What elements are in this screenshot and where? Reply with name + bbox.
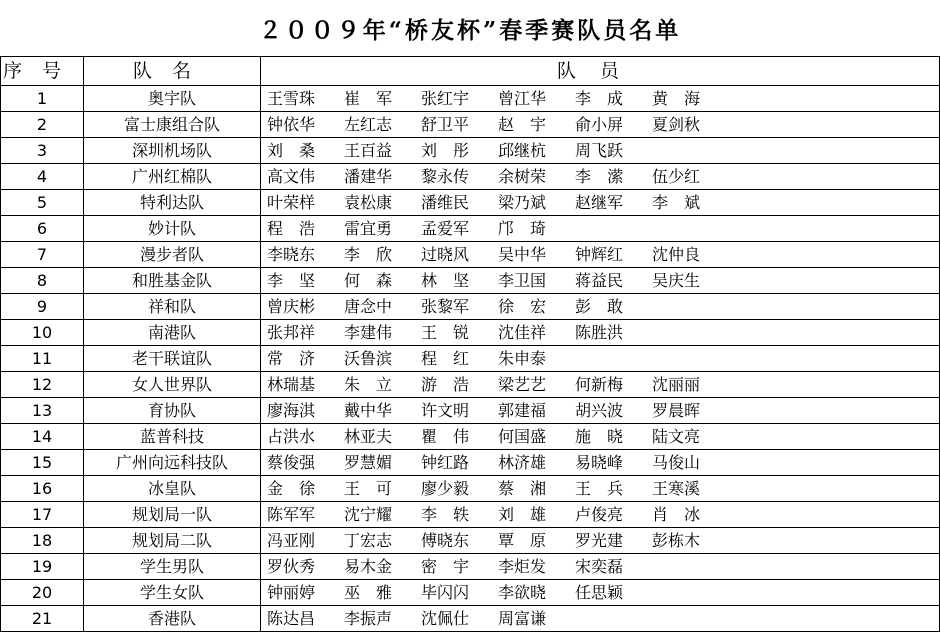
member-name: 叶荣样 <box>267 193 316 212</box>
member-name: 曾庆彬 <box>267 297 316 316</box>
member-name: 戴中华 <box>344 401 393 420</box>
member-name: 沈仲良 <box>652 245 701 264</box>
row-number[interactable]: 3 <box>1 138 84 164</box>
member-name: 游 浩 <box>421 375 470 394</box>
members-list <box>261 476 939 501</box>
members-cell[interactable] <box>261 216 940 242</box>
member-name: 潘建华 <box>344 167 393 186</box>
table-row <box>1 346 940 372</box>
member-name: 陈达昌 <box>267 609 316 628</box>
members-cell[interactable] <box>261 372 940 398</box>
row-number[interactable]: 10 <box>1 320 84 346</box>
member-name: 林亚夫 <box>344 427 393 446</box>
member-name: 黄 海 <box>652 89 701 108</box>
member-name: 李 欣 <box>344 245 393 264</box>
row-number[interactable]: 4 <box>1 164 84 190</box>
member-name: 金 徐 <box>267 479 316 498</box>
row-number[interactable]: 8 <box>1 268 84 294</box>
member-name: 邝 琦 <box>498 219 547 238</box>
table-row <box>1 450 940 476</box>
table-row <box>1 190 940 216</box>
members-list <box>261 268 939 293</box>
member-name: 陆文亮 <box>652 427 701 446</box>
team-name-cell[interactable]: 祥和队 <box>84 294 261 320</box>
member-name: 钟辉红 <box>575 245 624 264</box>
table-row <box>1 372 940 398</box>
member-name: 彭栋木 <box>652 531 701 550</box>
members-list <box>261 580 939 605</box>
member-name: 周飞跃 <box>575 141 624 160</box>
team-name-cell[interactable]: 育协队 <box>84 398 261 424</box>
member-name: 李 潆 <box>575 167 624 186</box>
member-name: 徐 宏 <box>498 297 547 316</box>
member-name: 蔡俊强 <box>267 453 316 472</box>
row-number[interactable]: 7 <box>1 242 84 268</box>
member-name: 王雪珠 <box>267 89 316 108</box>
member-name: 常 济 <box>267 349 316 368</box>
table-row <box>1 138 940 164</box>
member-name: 丁宏志 <box>344 531 393 550</box>
team-name-cell[interactable]: 规划局一队 <box>84 502 261 528</box>
members-cell[interactable] <box>261 554 940 580</box>
team-name-cell[interactable]: 蓝普科技 <box>84 424 261 450</box>
member-name: 李炬发 <box>498 557 547 576</box>
member-name: 左红志 <box>344 115 393 134</box>
member-name: 王寒溪 <box>652 479 701 498</box>
member-name: 傅晓东 <box>421 531 470 550</box>
members-list <box>261 320 939 345</box>
table-row <box>1 476 940 502</box>
header-members: 队员 <box>261 57 940 86</box>
members-list <box>261 424 939 449</box>
member-name: 瞿 伟 <box>421 427 470 446</box>
member-name: 何新梅 <box>575 375 624 394</box>
member-name: 梁乃斌 <box>498 193 547 212</box>
table-row <box>1 112 940 138</box>
team-name-cell[interactable]: 香港队 <box>84 606 261 632</box>
members-list <box>261 190 939 215</box>
member-name: 邱继杭 <box>498 141 547 160</box>
members-list <box>261 554 939 579</box>
member-name: 冯亚刚 <box>267 531 316 550</box>
team-name-cell[interactable]: 深圳机场队 <box>84 138 261 164</box>
member-name: 过晓风 <box>421 245 470 264</box>
members-list <box>261 606 939 631</box>
members-list <box>261 346 939 371</box>
team-name-cell[interactable]: 广州向远科技队 <box>84 450 261 476</box>
members-list <box>261 502 939 527</box>
row-number[interactable]: 15 <box>1 450 84 476</box>
member-name: 余树荣 <box>498 167 547 186</box>
table-row <box>1 502 940 528</box>
member-name: 卢俊亮 <box>575 505 624 524</box>
team-name-cell[interactable]: 规划局二队 <box>84 528 261 554</box>
member-name: 钟依华 <box>267 115 316 134</box>
member-name: 张黎军 <box>421 297 470 316</box>
member-name: 俞小屏 <box>575 115 624 134</box>
member-name: 朱 立 <box>344 375 393 394</box>
member-name: 宋奕磊 <box>575 557 624 576</box>
team-name-cell[interactable]: 妙计队 <box>84 216 261 242</box>
member-name: 巫 雅 <box>344 583 393 602</box>
table-row <box>1 554 940 580</box>
member-name: 许文明 <box>421 401 470 420</box>
member-name: 王 可 <box>344 479 393 498</box>
members-list <box>261 216 939 241</box>
member-name: 钟丽婷 <box>267 583 316 602</box>
member-name: 赵 宇 <box>498 115 547 134</box>
members-list <box>261 294 939 319</box>
member-name: 张红宇 <box>421 89 470 108</box>
team-name-cell[interactable]: 学生男队 <box>84 554 261 580</box>
team-name-cell[interactable]: 冰皇队 <box>84 476 261 502</box>
member-name: 吴庆生 <box>652 271 701 290</box>
members-list <box>261 164 939 189</box>
row-number[interactable]: 18 <box>1 528 84 554</box>
member-name: 何国盛 <box>498 427 547 446</box>
members-cell[interactable] <box>261 112 940 138</box>
member-name: 林 坚 <box>421 271 470 290</box>
row-number[interactable]: 19 <box>1 554 84 580</box>
table-row <box>1 606 940 632</box>
member-name: 袁松康 <box>344 193 393 212</box>
member-name: 周富谦 <box>498 609 547 628</box>
member-name: 李 轶 <box>421 505 470 524</box>
table-row <box>1 216 940 242</box>
member-name: 李振声 <box>344 609 393 628</box>
table-row <box>1 398 940 424</box>
member-name: 廖海淇 <box>267 401 316 420</box>
team-name-cell[interactable]: 富士康组合队 <box>84 112 261 138</box>
member-name: 吴中华 <box>498 245 547 264</box>
member-name: 李欲晓 <box>498 583 547 602</box>
member-name: 王百益 <box>344 141 393 160</box>
member-name: 易木金 <box>344 557 393 576</box>
member-name: 王 兵 <box>575 479 624 498</box>
member-name: 程 浩 <box>267 219 316 238</box>
row-number[interactable]: 14 <box>1 424 84 450</box>
row-number[interactable]: 11 <box>1 346 84 372</box>
table-row <box>1 86 940 112</box>
member-name: 舒卫平 <box>421 115 470 134</box>
member-name: 刘 彤 <box>421 141 470 160</box>
member-name: 罗晨晖 <box>652 401 701 420</box>
member-name: 罗伙秀 <box>267 557 316 576</box>
row-number[interactable]: 13 <box>1 398 84 424</box>
team-name-cell[interactable]: 广州红棉队 <box>84 164 261 190</box>
row-number[interactable]: 12 <box>1 372 84 398</box>
team-name-cell[interactable]: 学生女队 <box>84 580 261 606</box>
member-name: 李晓东 <box>267 245 316 264</box>
member-name: 李 斌 <box>652 193 701 212</box>
member-name: 沈宁耀 <box>344 505 393 524</box>
member-name: 廖少毅 <box>421 479 470 498</box>
member-name: 李建伟 <box>344 323 393 342</box>
member-name: 沈佳祥 <box>498 323 547 342</box>
row-number[interactable]: 17 <box>1 502 84 528</box>
member-name: 彭 敢 <box>575 297 624 316</box>
member-name: 伍少红 <box>652 167 701 186</box>
table-row <box>1 528 940 554</box>
team-name-cell[interactable]: 南港队 <box>84 320 261 346</box>
row-number[interactable]: 6 <box>1 216 84 242</box>
members-cell[interactable] <box>261 450 940 476</box>
members-cell[interactable] <box>261 346 940 372</box>
row-number[interactable]: 1 <box>1 86 84 112</box>
members-cell[interactable] <box>261 268 940 294</box>
members-cell[interactable] <box>261 606 940 632</box>
member-name: 蒋益民 <box>575 271 624 290</box>
member-name: 潘维民 <box>421 193 470 212</box>
member-name: 罗慧媚 <box>344 453 393 472</box>
header-team-name: 队名 <box>84 57 261 86</box>
team-name-cell[interactable]: 女人世界队 <box>84 372 261 398</box>
member-name: 高文伟 <box>267 167 316 186</box>
members-cell[interactable] <box>261 528 940 554</box>
member-name: 沃鲁滨 <box>344 349 393 368</box>
team-name-cell[interactable]: 奥宇队 <box>84 86 261 112</box>
members-list <box>261 112 939 137</box>
table-row <box>1 268 940 294</box>
table-row <box>1 320 940 346</box>
member-name: 陈胜洪 <box>575 323 624 342</box>
member-name: 罗光建 <box>575 531 624 550</box>
member-name: 易晓峰 <box>575 453 624 472</box>
members-cell[interactable] <box>261 164 940 190</box>
document-title: ２００９年“桥友杯”春季赛队员名单 <box>258 16 682 44</box>
member-name: 梁艺艺 <box>498 375 547 394</box>
members-list <box>261 86 939 111</box>
member-name: 王 锐 <box>421 323 470 342</box>
member-name: 张邦祥 <box>267 323 316 342</box>
members-cell[interactable] <box>261 138 940 164</box>
members-list <box>261 372 939 397</box>
member-name: 李 成 <box>575 89 624 108</box>
member-name: 刘 桑 <box>267 141 316 160</box>
members-list <box>261 528 939 553</box>
members-cell[interactable] <box>261 424 940 450</box>
member-name: 崔 军 <box>344 89 393 108</box>
member-name: 朱申泰 <box>498 349 547 368</box>
row-number[interactable]: 16 <box>1 476 84 502</box>
members-cell[interactable] <box>261 580 940 606</box>
member-name: 雷宜勇 <box>344 219 393 238</box>
table-row <box>1 164 940 190</box>
member-name: 林瑞基 <box>267 375 316 394</box>
header-row <box>1 57 940 86</box>
header-number: 序号 <box>1 57 84 86</box>
roster-table <box>0 56 940 632</box>
member-name: 曾江华 <box>498 89 547 108</box>
member-name: 密 宇 <box>421 557 470 576</box>
member-name: 刘 雄 <box>498 505 547 524</box>
members-list <box>261 242 939 267</box>
member-name: 程 红 <box>421 349 470 368</box>
table-row <box>1 424 940 450</box>
member-name: 唐念中 <box>344 297 393 316</box>
team-name-cell[interactable]: 和胜基金队 <box>84 268 261 294</box>
members-cell[interactable] <box>261 320 940 346</box>
members-cell[interactable] <box>261 502 940 528</box>
table-row <box>1 294 940 320</box>
member-name: 林济雄 <box>498 453 547 472</box>
member-name: 黎永传 <box>421 167 470 186</box>
members-cell[interactable] <box>261 294 940 320</box>
member-name: 施 晓 <box>575 427 624 446</box>
member-name: 钟红路 <box>421 453 470 472</box>
member-name: 马俊山 <box>652 453 701 472</box>
members-list <box>261 450 939 475</box>
member-name: 李 坚 <box>267 271 316 290</box>
members-cell[interactable] <box>261 242 940 268</box>
member-name: 沈佩仕 <box>421 609 470 628</box>
member-name: 任思颖 <box>575 583 624 602</box>
table-row <box>1 580 940 606</box>
member-name: 何 森 <box>344 271 393 290</box>
members-cell[interactable] <box>261 398 940 424</box>
team-name-cell[interactable]: 老干联谊队 <box>84 346 261 372</box>
row-number[interactable]: 20 <box>1 580 84 606</box>
member-name: 胡兴波 <box>575 401 624 420</box>
member-name: 李卫国 <box>498 271 547 290</box>
member-name: 肖 冰 <box>652 505 701 524</box>
row-number[interactable]: 2 <box>1 112 84 138</box>
member-name: 赵继军 <box>575 193 624 212</box>
row-number[interactable]: 9 <box>1 294 84 320</box>
members-cell[interactable] <box>261 86 940 112</box>
table-row <box>1 242 940 268</box>
member-name: 孟爱军 <box>421 219 470 238</box>
roster-body <box>1 86 940 632</box>
members-list <box>261 138 939 163</box>
member-name: 蔡 湘 <box>498 479 547 498</box>
member-name: 郭建福 <box>498 401 547 420</box>
row-number[interactable]: 5 <box>1 190 84 216</box>
member-name: 毕闪闪 <box>421 583 470 602</box>
member-name: 沈丽丽 <box>652 375 701 394</box>
member-name: 覃 原 <box>498 531 547 550</box>
members-cell[interactable] <box>261 190 940 216</box>
team-name-cell[interactable]: 特利达队 <box>84 190 261 216</box>
member-name: 占洪水 <box>267 427 316 446</box>
members-list <box>261 398 939 423</box>
row-number[interactable]: 21 <box>1 606 84 632</box>
members-cell[interactable] <box>261 476 940 502</box>
member-name: 陈军军 <box>267 505 316 524</box>
member-name: 夏剑秋 <box>652 115 701 134</box>
team-name-cell[interactable]: 漫步者队 <box>84 242 261 268</box>
